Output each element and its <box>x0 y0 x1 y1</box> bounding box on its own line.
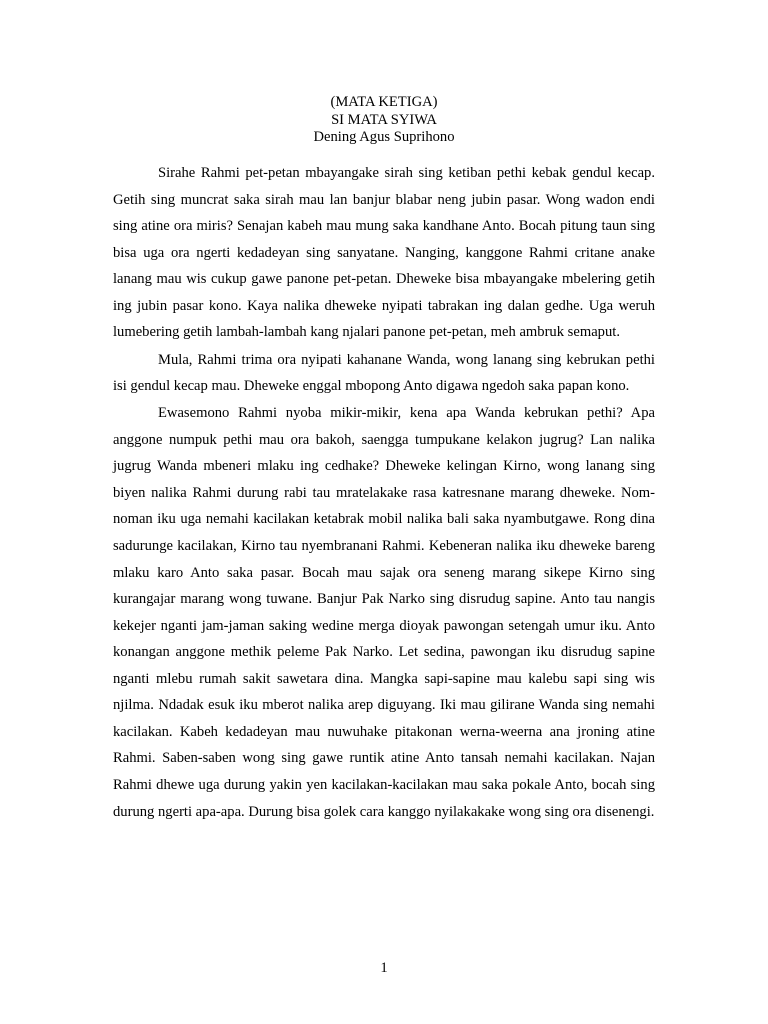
story-title: SI MATA SYIWA <box>331 111 437 128</box>
series-title: (MATA KETIGA) <box>330 94 438 110</box>
body-text <box>113 160 655 826</box>
title-block <box>113 94 655 147</box>
paragraph: Sirahe Rahmi pet-petan mbayangake sirah sing ketiban pethi kebak gendul kecap. Getih sing muncrat saka sirah mau lan banjur blabar neng jubin pasar. Wong wadon endi sing atine ora miris? Senajan kabeh mau mung saka kandhane Anto. Bocah pitung taun sing bisa uga ora ngerti kedadeyan sing sanyatane. Nanging, kanggone Rahmi critane anake lanang mau wis cukup gawe panone pet-petan. Dheweke bisa mbayangake mbelering getih ing jubin pasar kono. Kaya nalika dheweke nyipati tabrakan ing dalan gedhe. Uga weruh lumebering getih lambah-lambah kang njalari panone pet-petan, meh ambruk semaput. <box>113 165 655 341</box>
author-line: Dening Agus Suprihono <box>313 129 455 146</box>
page-number: 1 <box>380 960 388 976</box>
paragraph: Ewasemono Rahmi nyoba mikir-mikir, kena apa Wanda kebrukan pethi? Apa anggone numpuk pethi mau ora bakoh, saengga tumpukane kelakon jugrug? Lan nalika jugrug Wanda mbeneri mlaku ing cedhake? Dheweke kelingan Kirno, wong lanang sing biyen nalika Rahmi durung rabi tau mratelakake rasa katresnane marang dheweke. Nom-noman iku uga nemahi kacilakan ketabrak mobil nalika bali saka nyambutgawe. Rong dina sadurunge kacilakan, Kirno tau nyembranani Rahmi. Kebeneran nalika iku dheweke bareng mlaku karo Anto saka pasar. Bocah mau sajak ora seneng marang sikepe Kirno sing kurangajar marang wong tuwane. Banjur Pak Narko sing disrudug sapine. Anto tau nangis kekejer nganti jam-jaman saking wedine merga dioyak pawongan setengah umur iku. Anto konangan anggone methik peleme Pak Narko. Let sedina, pawongan iku disrudug sapine nganti mlebu rumah sakit sawetara dina. Mangka sapi-sapine mau kalebu sapi sing wis njilma. Ndadak esuk iku mberot nalika arep diguyang. Iki mau gilirane Wanda sing nemahi kacilakan. Kabeh kedadeyan mau nuwuhake pitakonan werna-weerna ana jroning atine Rahmi. Saben-saben wong sing gawe runtik atine Anto tansah nemahi kacilakan. Najan Rahmi dhewe uga durung yakin yen kacilakan-kacilakan mau saka pokale Anto, bocah sing durung ngerti apa-apa. Durung bisa golek cara kanggo nyilakakake wong sing ora disenengi. <box>113 405 655 820</box>
paragraph: Mula, Rahmi trima ora nyipati kahanane Wanda, wong lanang sing kebrukan pethi isi gendul kecap mau. Dheweke enggal mbopong Anto digawa ngedoh saka papan kono. <box>113 351 655 395</box>
